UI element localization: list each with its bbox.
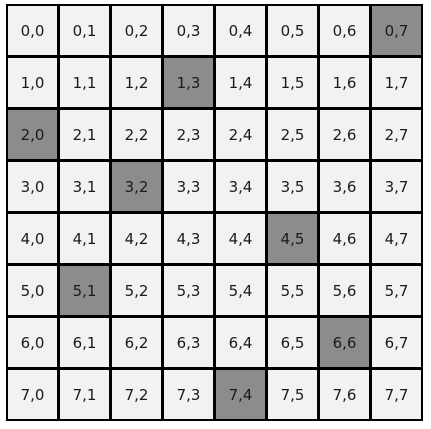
board-cell[interactable]: 0,5 — [268, 6, 317, 55]
board-cell[interactable]: 0,0 — [8, 6, 57, 55]
board-cell-shaded[interactable]: 6,6 — [320, 318, 369, 367]
board-cell[interactable]: 4,4 — [216, 214, 265, 263]
board-cell[interactable]: 2,6 — [320, 110, 369, 159]
board-cell[interactable]: 6,1 — [60, 318, 109, 367]
board-cell[interactable]: 4,7 — [372, 214, 421, 263]
board-cell[interactable]: 2,5 — [268, 110, 317, 159]
board-cell[interactable]: 6,3 — [164, 318, 213, 367]
board-cell[interactable]: 1,1 — [60, 58, 109, 107]
board-cell[interactable]: 7,2 — [112, 370, 161, 419]
board-cell[interactable]: 0,3 — [164, 6, 213, 55]
board-cell[interactable]: 1,4 — [216, 58, 265, 107]
board-cell[interactable]: 0,1 — [60, 6, 109, 55]
board-cell[interactable]: 5,5 — [268, 266, 317, 315]
board-cell-shaded[interactable]: 3,2 — [112, 162, 161, 211]
board-cell[interactable]: 3,3 — [164, 162, 213, 211]
board-cell-shaded[interactable]: 0,7 — [372, 6, 421, 55]
game-board — [6, 4, 423, 421]
board-cell[interactable]: 2,1 — [60, 110, 109, 159]
board-cell[interactable]: 1,7 — [372, 58, 421, 107]
board-cell[interactable]: 1,6 — [320, 58, 369, 107]
board-cell[interactable]: 3,7 — [372, 162, 421, 211]
board-cell[interactable]: 5,3 — [164, 266, 213, 315]
board-cell[interactable]: 5,4 — [216, 266, 265, 315]
board-cell[interactable]: 4,0 — [8, 214, 57, 263]
board-cell[interactable]: 3,6 — [320, 162, 369, 211]
board-cell[interactable]: 7,3 — [164, 370, 213, 419]
board-cell[interactable]: 0,2 — [112, 6, 161, 55]
board-cell[interactable]: 2,2 — [112, 110, 161, 159]
board-cell[interactable]: 1,0 — [8, 58, 57, 107]
board-cell-shaded[interactable]: 1,3 — [164, 58, 213, 107]
board-cell[interactable]: 4,6 — [320, 214, 369, 263]
board-cell[interactable]: 7,6 — [320, 370, 369, 419]
board-cell[interactable]: 1,2 — [112, 58, 161, 107]
board-cell[interactable]: 7,5 — [268, 370, 317, 419]
board-cell[interactable]: 5,2 — [112, 266, 161, 315]
board-cell[interactable]: 4,1 — [60, 214, 109, 263]
board-cell[interactable]: 2,4 — [216, 110, 265, 159]
board-cell[interactable]: 5,7 — [372, 266, 421, 315]
board-cell[interactable]: 5,6 — [320, 266, 369, 315]
board-cell[interactable]: 5,0 — [8, 266, 57, 315]
board-cell-shaded[interactable]: 2,0 — [8, 110, 57, 159]
board-cell[interactable]: 6,4 — [216, 318, 265, 367]
board-cell[interactable]: 3,0 — [8, 162, 57, 211]
board-cell[interactable]: 7,1 — [60, 370, 109, 419]
board-cell[interactable]: 7,0 — [8, 370, 57, 419]
board-cell[interactable]: 7,7 — [372, 370, 421, 419]
board-cell[interactable]: 2,3 — [164, 110, 213, 159]
board-cell[interactable]: 3,4 — [216, 162, 265, 211]
board-cell[interactable]: 1,5 — [268, 58, 317, 107]
board-cell[interactable]: 0,6 — [320, 6, 369, 55]
board-cell[interactable]: 0,4 — [216, 6, 265, 55]
board-cell[interactable]: 6,0 — [8, 318, 57, 367]
board-cell[interactable]: 6,7 — [372, 318, 421, 367]
board-cell-shaded[interactable]: 4,5 — [268, 214, 317, 263]
board-cell[interactable]: 3,5 — [268, 162, 317, 211]
board-cell-shaded[interactable]: 5,1 — [60, 266, 109, 315]
board-cell[interactable]: 6,2 — [112, 318, 161, 367]
board-cell-shaded[interactable]: 7,4 — [216, 370, 265, 419]
board-cell[interactable]: 6,5 — [268, 318, 317, 367]
board-cell[interactable]: 4,2 — [112, 214, 161, 263]
board-cell[interactable]: 4,3 — [164, 214, 213, 263]
board-cell[interactable]: 3,1 — [60, 162, 109, 211]
board-cell[interactable]: 2,7 — [372, 110, 421, 159]
